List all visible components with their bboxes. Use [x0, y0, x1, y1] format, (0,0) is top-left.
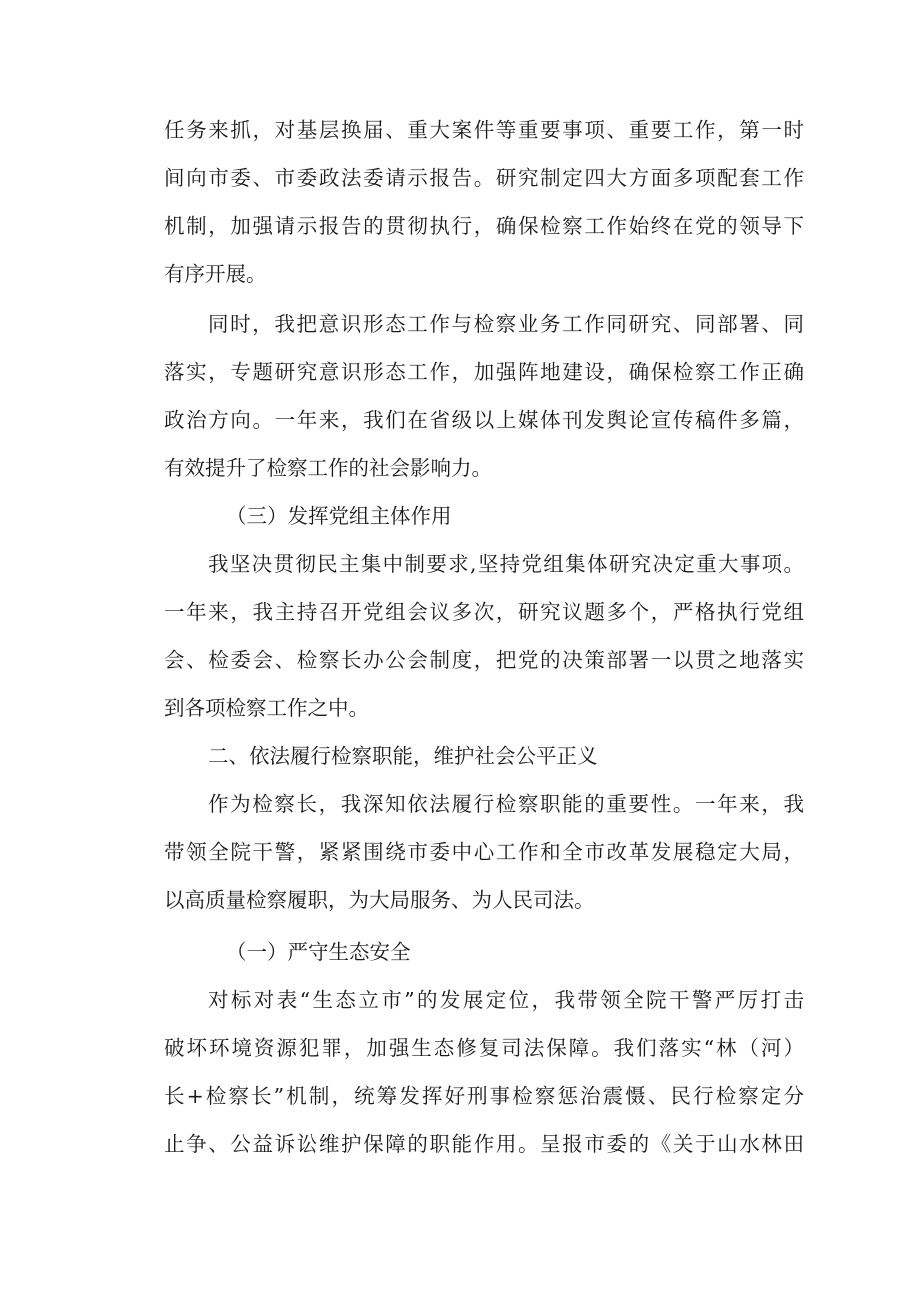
text-line: 破坏环境资源犯罪，加强生态修复司法保障。我们落实“林（河） — [164, 1036, 804, 1060]
text-line: 对标对表“生态立市”的发展定位，我带领全院干警严厉打击 — [208, 988, 804, 1012]
text-line: 止争、公益诉讼维护保障的职能作用。呈报市委的《关于山水林田 — [164, 1132, 804, 1156]
text-line: 有效提升了检察工作的社会影响力。 — [164, 456, 492, 480]
section-subheading: （三）发挥党组主体作用 — [226, 504, 452, 528]
text-line: 长+检察长”机制，统筹发挥好刑事检察惩治震慑、民行检察定分 — [164, 1084, 804, 1108]
text-line: 同时，我把意识形态工作与检察业务工作同研究、同部署、同 — [208, 312, 804, 336]
text-line: 到各项检察工作之中。 — [164, 696, 369, 720]
text-line: 我坚决贯彻民主集中制要求,坚持党组集体研究决定重大事项。 — [208, 552, 804, 576]
text-line: 机制，加强请示报告的贯彻执行，确保检察工作始终在党的领导下 — [164, 214, 804, 238]
text-line: 政治方向。一年来，我们在省级以上媒体刊发舆论宣传稿件多篇， — [164, 408, 804, 432]
text-line: 会、检委会、检察长办公会制度，把党的决策部署一以贯之地落实 — [164, 648, 804, 672]
text-line: 任务来抓，对基层换届、重大案件等重要事项、重要工作，第一时 — [164, 118, 804, 142]
text-line: 以高质量检察履职，为大局服务、为人民司法。 — [164, 888, 595, 912]
section-heading: 二、依法履行检察职能，维护社会公平正义 — [208, 744, 598, 768]
text-line: 作为检察长，我深知依法履行检察职能的重要性。一年来，我 — [208, 792, 804, 816]
text-line: 有序开展。 — [164, 262, 267, 286]
text-line: 一年来，我主持召开党组会议多次，研究议题多个，严格执行党组 — [164, 600, 804, 624]
text-line: 带领全院干警，紧紧围绕市委中心工作和全市改革发展稳定大局， — [164, 840, 804, 864]
text-line: 落实，专题研究意识形态工作，加强阵地建设，确保检察工作正确 — [164, 360, 804, 384]
text-line: 间向市委、市委政法委请示报告。研究制定四大方面多项配套工作 — [164, 166, 804, 190]
section-subheading: （一）严守生态安全 — [226, 940, 411, 964]
